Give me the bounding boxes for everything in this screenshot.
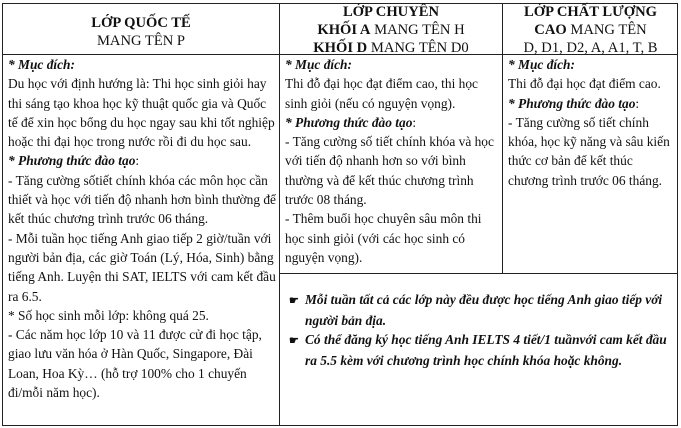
header-block-d: KHỐI D MANG TÊN D0: [313, 40, 469, 56]
header-title: LỚP CHUYÊN: [342, 4, 440, 20]
header-title: LỚP CHẤT LƯỢNG: [524, 4, 657, 20]
method-heading: * Phương thức đào tạo:: [508, 95, 640, 111]
header-high-quality-class: [503, 3, 678, 57]
method-item: - Các năm học lớp 10 và 11 được cử đi học tập, giao lưu văn hóa ở Hàn Quốc, Singapore, Đài Loan, Hoa Kỳ… (hỗ trợ 100% cho 1 chuyến đi/mỗi năm học).: [8, 327, 262, 401]
method-item: - Mỗi tuần học tiếng Anh giao tiếp 2 giờ/tuần với người bản địa, các giờ Toán (Lý, Hóa, Sinh) bằng tiếng Anh. Luyện thi SAT, IELTS với cam kết đầu ra 6.5.: [8, 230, 276, 304]
purpose-text: Thi đỗ đại học đạt điểm cao.: [508, 76, 661, 92]
pointing-hand-icon: ☛: [289, 335, 299, 347]
pointing-hand-icon: ☛: [289, 295, 299, 307]
method-item: - Tăng cường sốtiết chính khóa các môn học cần thiết và học với tiến độ nhanh hơn bình thường để kết thúc chương trình trước 06 tháng.: [8, 172, 277, 227]
method-item: - Tăng cường số tiết chính khóa và học với tiến độ nhanh hơn so với bình thường và để kết thúc chương trình trước 08 tháng.: [285, 134, 494, 208]
method-heading: * Phương thức đào tạo:: [8, 153, 140, 169]
header-blocks: D, D1, D2, A, A1, T, B: [523, 40, 658, 56]
purpose-label: * Mục đích:: [8, 57, 75, 72]
purpose-label: * Mục đích:: [285, 57, 352, 72]
column-divider-1: [279, 3, 280, 426]
note-item: ☛ Mỗi tuần tất cả các lớp này đều được học tiếng Anh giao tiếp với người bản địa.: [289, 292, 663, 328]
header-subtitle: MANG TÊN P: [96, 33, 186, 49]
shared-notes: [285, 290, 675, 370]
purpose-label: * Mục đích:: [508, 57, 575, 72]
header-block-a: KHỐI A MANG TÊN H: [317, 22, 465, 38]
specialized-class-details: [285, 55, 499, 267]
header-cao: CAO MANG TÊN: [534, 22, 647, 38]
notes-divider: [279, 273, 678, 274]
header-international-class: [3, 14, 279, 50]
high-quality-class-details: [508, 55, 674, 190]
method-item: * Số học sinh mỗi lớp: không quá 25.: [8, 307, 209, 323]
header-specialized-class: [280, 3, 502, 57]
purpose-text: Thi đỗ đại học đạt điểm cao, thi học sinh giỏi (nếu có nguyện vọng).: [285, 76, 478, 111]
method-item: - Thêm buổi học chuyên sâu môn thi học sinh giỏi (với các học sinh có nguyện vọng).: [285, 211, 482, 265]
purpose-text: Du học với định hướng là: Thi học sinh giỏi hay thi sáng tạo khoa học kỹ thuật quốc gia và Quốc tế để xin học bổng du học ngay sau khi tốt nghiệp hoặc thi đại học trong nước rồi đi du học sau.: [8, 76, 275, 150]
method-heading: * Phương thức đào tạo:: [285, 114, 417, 130]
header-title: LỚP QUỐC TẾ: [91, 15, 191, 31]
method-item: - Tăng cường số tiết chính khóa, học kỹ năng và sâu kiến thức cơ bản để kết thúc chương trình trước 06 tháng.: [508, 114, 670, 188]
international-class-details: [8, 55, 276, 402]
note-item: ☛ Có thể đăng ký học tiếng Anh IELTS 4 tiết/1 tuầnvới cam kết đầu ra 5.5 kèm với chương trình học chính khóa hoặc không.: [289, 332, 667, 368]
